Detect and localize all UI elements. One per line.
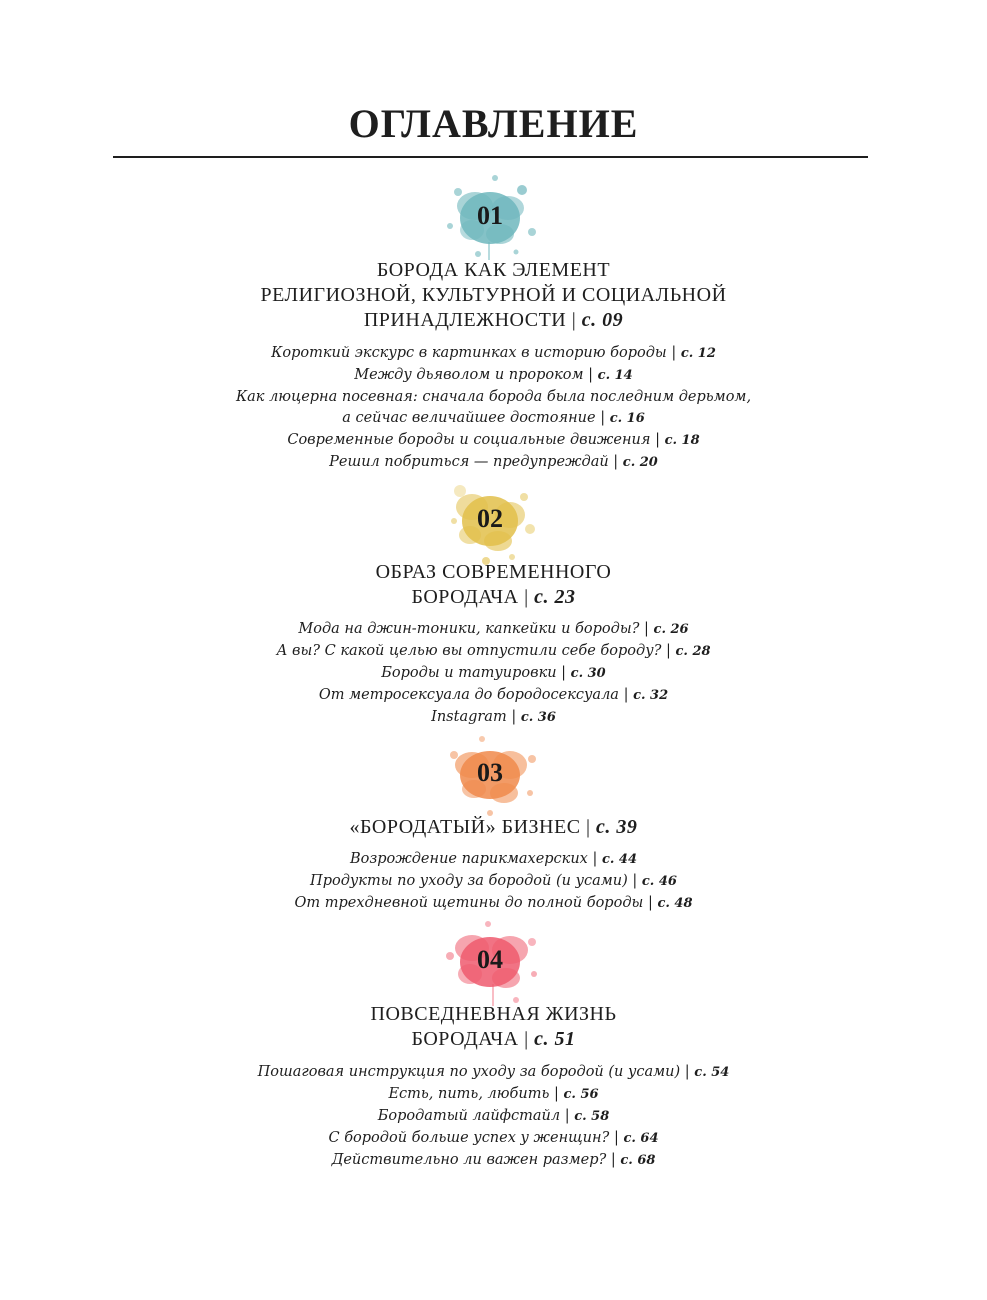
list-item[interactable]: Бороды и татуировки | с. 30 — [381, 664, 606, 681]
chapter-4-title — [0, 1002, 987, 1052]
chapter-page: с. 09 — [581, 309, 624, 331]
chapter-title-line: ПОВСЕДНЕВНАЯ ЖИЗНЬ — [370, 1003, 617, 1025]
chapter-page: с. 39 — [596, 816, 638, 838]
list-item[interactable]: Как люцерна посевная: сначала борода была последним дерьмом, — [235, 388, 752, 405]
list-item[interactable]: От трехдневной щетины до полной бороды | с. 48 — [294, 894, 693, 911]
list-item[interactable]: Решил побриться — предупреждай | с. 20 — [329, 453, 658, 470]
chapter-1-items — [0, 343, 987, 473]
chapter-2-title — [0, 560, 987, 610]
list-item[interactable]: Между дьяволом и пророком | с. 14 — [354, 366, 633, 383]
list-item[interactable]: Instagram | с. 36 — [431, 708, 556, 725]
chapter-4-number: 04 — [477, 945, 503, 974]
title-divider — [113, 156, 868, 158]
chapter-title-line: «БОРОДАТЫЙ» БИЗНЕС | с. 39 — [349, 816, 638, 838]
chapter-title-line: ПРИНАДЛЕЖНОСТИ | с. 09 — [363, 309, 624, 331]
list-item[interactable]: От метросексуала до бородосексуала | с. 32 — [318, 686, 669, 703]
chapter-3-title — [0, 815, 987, 840]
page-title: ОГЛАВЛЕНИЕ — [348, 101, 639, 146]
list-item[interactable]: Есть, пить, любить | с. 56 — [388, 1085, 599, 1102]
chapter-title-line: БОРОДА КАК ЭЛЕМЕНТ — [376, 259, 611, 281]
list-item[interactable]: Современные бороды и социальные движения | с. 18 — [287, 431, 700, 448]
chapter-page: с. 51 — [534, 1028, 576, 1050]
chapter-1-title — [0, 258, 987, 333]
chapter-title-line: РЕЛИГИОЗНОЙ, КУЛЬТУРНОЙ И СОЦИАЛЬНОЙ — [260, 284, 727, 306]
list-item[interactable]: а сейчас величайшее достояние | с. 16 — [342, 409, 645, 426]
chapter-title-line: ОБРАЗ СОВРЕМЕННОГО — [375, 561, 612, 583]
chapter-3-badge — [420, 725, 560, 825]
chapter-4-items — [0, 1062, 987, 1172]
chapter-2-number: 02 — [477, 504, 503, 533]
chapter-1-number: 01 — [477, 201, 503, 230]
list-item[interactable]: Мода на джин-тоники, капкейки и бороды? | с. 26 — [298, 621, 689, 637]
list-item[interactable]: С бородой больше успех у женщин? | с. 64 — [328, 1129, 659, 1146]
chapter-3-number: 03 — [477, 758, 503, 787]
chapter-title-line: БОРОДАЧА | с. 23 — [411, 586, 576, 608]
list-item[interactable]: Бородатый лайфстайл | с. 58 — [377, 1107, 610, 1124]
chapter-page: с. 23 — [534, 586, 576, 608]
chapter-2-badge — [420, 471, 560, 571]
list-item[interactable]: Действительно ли важен размер? | с. 68 — [331, 1151, 656, 1168]
chapter-2-items — [0, 619, 987, 729]
list-item[interactable]: Продукты по уходу за бородой (и усами) | с. 46 — [310, 872, 677, 889]
chapter-3-items — [0, 849, 987, 915]
chapter-title-line: БОРОДАЧА | с. 51 — [411, 1028, 576, 1050]
list-item[interactable]: Возрождение парикмахерских | с. 44 — [349, 851, 638, 867]
list-item[interactable]: Пошаговая инструкция по уходу за бородой (и усами) | с. 54 — [257, 1064, 730, 1080]
list-item[interactable]: А вы? С какой целью вы отпустили себе бороду? | с. 28 — [276, 642, 711, 659]
chapter-1-badge — [420, 168, 560, 268]
chapter-4-badge — [420, 912, 560, 1012]
list-item[interactable]: Короткий экскурс в картинках в историю бороды | с. 12 — [271, 345, 716, 361]
